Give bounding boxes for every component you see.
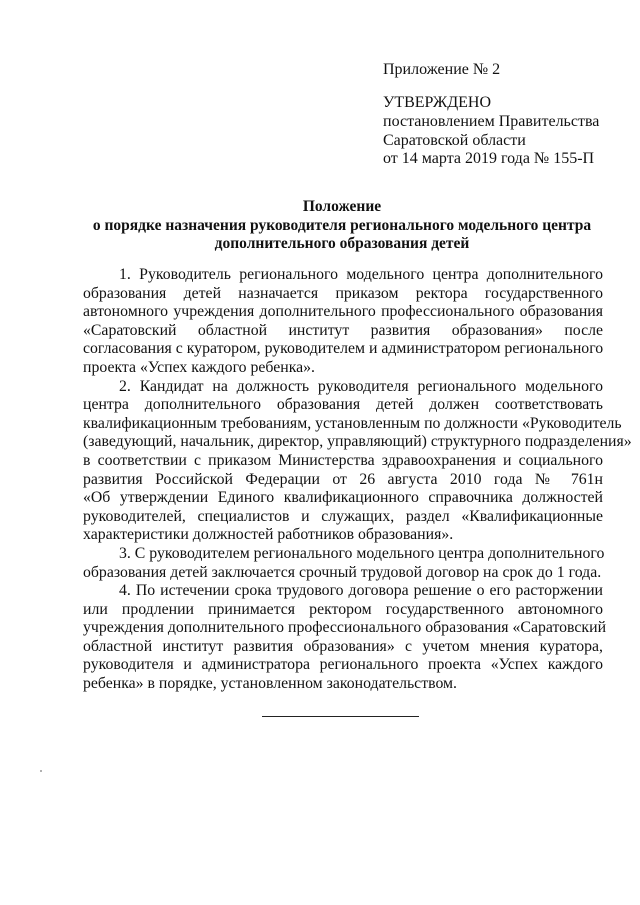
document-body	[83, 266, 632, 694]
paragraph-line: 2. Кандидат на должность руководителя регионального модельного	[119, 377, 603, 395]
paragraph	[83, 377, 632, 545]
paragraph-line: проекта «Успех каждого ребенка».	[83, 358, 316, 376]
paragraph	[83, 582, 607, 694]
paragraph	[83, 545, 603, 582]
paragraph-line: в соответствии с приказом Министерства здравоохранения и социального	[83, 451, 603, 469]
title-line: Положение	[302, 198, 382, 215]
paragraph-line: учреждения дополнительного профессионального образования «Саратовский	[83, 619, 607, 637]
paragraph	[83, 266, 603, 378]
paragraph-line: развития Российской Федерации от 26 августа 2010 года № 761н	[83, 470, 603, 488]
paragraph-line: 4. По истечении срока трудового договора решение о его расторжении	[119, 582, 603, 600]
paragraph-line: «Саратовский областной институт развития образования» после	[83, 321, 603, 339]
approved-by-line-1: постановлением Правительства	[383, 113, 600, 130]
title-line: о порядке назначения руководителя регионального модельного центра	[92, 216, 592, 234]
paragraph-line: (заведующий, начальник, директор, управляющий) структурного подразделения»	[83, 433, 632, 451]
paragraph-line: квалификационным требованиям, установленным по должности «Руководитель	[83, 414, 622, 432]
paragraph-line: руководителей, специалистов и служащих, раздел «Квалификационные	[83, 507, 603, 525]
document-title	[60, 198, 624, 254]
paragraph-line: областной институт развития образования» с учетом мнения куратора,	[83, 637, 603, 655]
paragraph-line: автономного учреждения дополнительного профессионального образования	[83, 303, 603, 321]
paragraph-line: руководителя и администратора регионального проекта «Успех каждого	[83, 656, 603, 674]
appendix-label: Приложение № 2	[383, 61, 501, 78]
approved-stamp: УТВЕРЖДЕНО	[383, 94, 492, 111]
paragraph-line: образования детей назначается приказом ректора государственного	[83, 284, 603, 302]
paragraph-line: 3. С руководителем регионального модельного центра дополнительного	[119, 544, 605, 562]
paragraph-line: ребенка» в порядке, установленном законодательством.	[83, 675, 457, 693]
paragraph-line: или продлении принимается ректором государственного автономного	[83, 600, 603, 618]
paragraph-line: центра дополнительного образования детей должен соответствовать	[83, 396, 603, 414]
paragraph-line: «Об утверждении Единого квалификационного справочника должностей	[83, 489, 603, 507]
paragraph-line: согласования с куратором, руководителем и администратором регионального	[83, 340, 604, 358]
paragraph-line: 1. Руководитель регионального модельного центра дополнительного	[119, 266, 603, 283]
approved-by-line-2: Саратовской области	[383, 131, 526, 149]
scan-speck	[40, 770, 42, 772]
title-line: дополнительного образования детей	[214, 235, 470, 252]
approved-by-line-3: от 14 марта 2019 года № 155-П	[383, 150, 595, 167]
paragraph-line: образования детей заключается срочный трудовой договор на срок до 1 года.	[83, 563, 602, 581]
end-rule	[262, 716, 419, 717]
paragraph-line: характеристики должностей работников образования».	[83, 526, 454, 544]
